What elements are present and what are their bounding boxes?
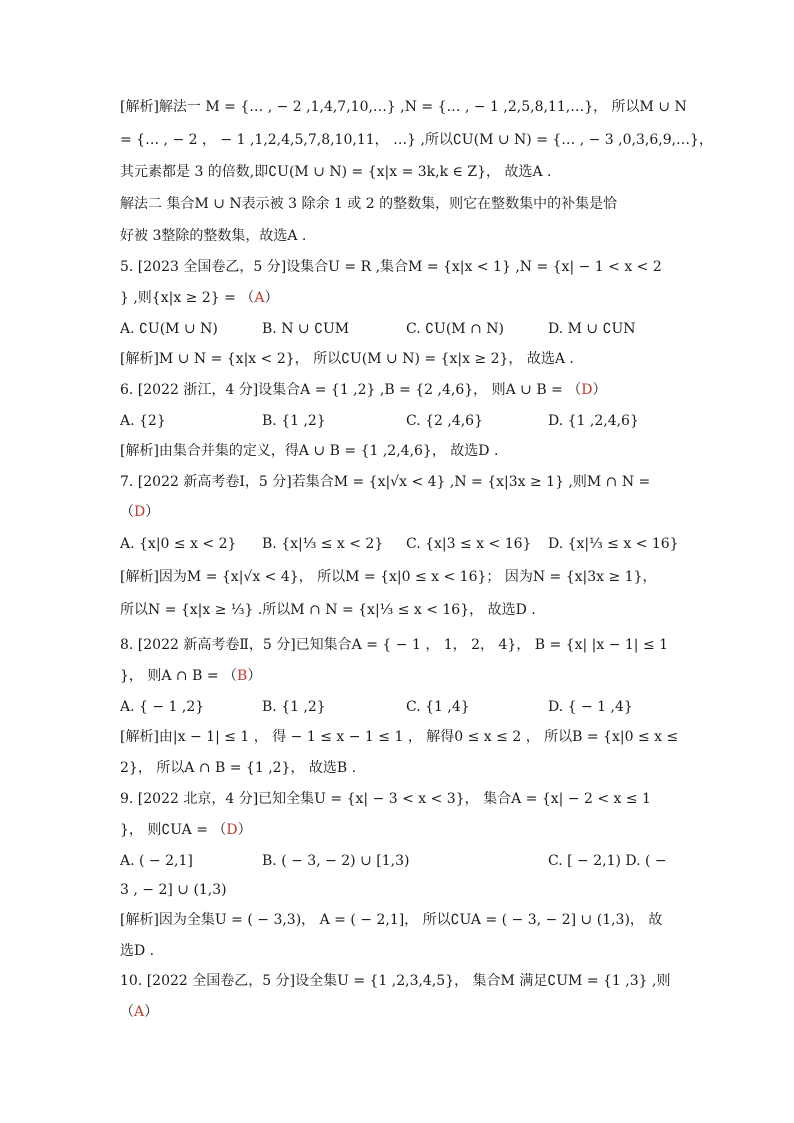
- q8-solution-line2: 2}， 所以A ∩ B = {1 ,2}， 故选B .: [120, 760, 357, 776]
- q9-stem-line1: 9. [2022 北京，4 分]已知全集U = {x| − 3 < x < 3}， 集合A = {x| − 2 < x ≤ 1: [120, 791, 651, 807]
- q6-solution: [解析]由集合并集的定义，得A ∪ B = {1 ,2,4,6}， 故选D .: [120, 443, 499, 459]
- q6-stem-suffix: ）: [592, 382, 607, 398]
- q9-option-d-cont: 3 , − 2] ∪ (1,3): [120, 882, 227, 898]
- q8-stem-line1: 8. [2022 新高考卷Ⅱ，5 分]已知集合A = { − 1 ， 1， 2， 4}， B = {x| |x − 1| ≤ 1: [120, 637, 669, 653]
- q6-option-c: C. {2 ,4,6}: [406, 413, 483, 429]
- q7-stem-suffix: ）: [145, 504, 160, 520]
- q9-stem-line2: [120, 819, 252, 841]
- q10-stem-line2: [120, 1001, 158, 1023]
- q9-solution-line2: 选D .: [120, 943, 155, 959]
- q7-stem-prefix: （: [120, 504, 134, 520]
- q7-stem-line2: [120, 501, 159, 523]
- q5-stem-line2: [120, 287, 278, 309]
- q4-solution-line1: [解析]解法一 M = {… , − 2 ,1,4,7,10,…} ,N = {… , − 1 ,2,5,8,11,…}， 所以M ∪ N: [120, 99, 687, 115]
- q5-stem-prefix: } ,则{x|x ≥ 2} = （: [120, 290, 255, 306]
- q5-option-b: B. N ∪ ∁UM: [262, 321, 350, 337]
- q4-solution-line2: = {… , − 2 ， − 1 ,1,2,4,5,7,8,10,11， …} ,所以∁U(M ∪ N) = {… , − 3 ,0,3,6,9,…}，: [120, 132, 713, 148]
- q8-option-a: A. { − 1 ,2}: [120, 699, 205, 715]
- q10-stem-prefix: （: [120, 1004, 134, 1020]
- q5-stem-suffix: ）: [264, 290, 279, 306]
- q7-solution-line1: [解析]因为M = {x|√x < 4}， 所以M = {x|0 ≤ x < 16}； 因为N = {x|3x ≥ 1}，: [120, 569, 657, 585]
- q8-stem-prefix: }， 则A ∩ B = （: [120, 668, 238, 684]
- q6-option-a: A. {2}: [120, 413, 166, 429]
- q9-option-b: B. ( − 3, − 2) ∪ [1,3): [262, 853, 410, 869]
- q6-answer: D: [581, 382, 593, 398]
- q4-solution-line3: 其元素都是 3 的倍数,即∁U(M ∪ N) = {x|x = 3k,k ∈ Z}， 故选A .: [120, 164, 552, 180]
- q10-answer: A: [134, 1004, 145, 1020]
- q5-option-d: D. M ∪ ∁UN: [548, 321, 636, 337]
- q8-answer: B: [237, 668, 248, 684]
- q7-stem-line1: 7. [2022 新高考卷Ⅰ，5 分]若集合M = {x|√x < 4} ,N = {x|3x ≥ 1} ,则M ∩ N =: [120, 474, 651, 490]
- q7-option-c: C. {x|3 ≤ x < 16}: [406, 536, 532, 552]
- q9-stem-prefix: }， 则∁UA = （: [120, 822, 227, 838]
- q6-stem: [120, 379, 607, 401]
- q8-option-b: B. {1 ,2}: [262, 699, 326, 715]
- q8-option-c: C. {1 ,4}: [406, 699, 470, 715]
- q9-option-c-d: C. [ − 2,1) D. ( −: [548, 853, 667, 869]
- q10-stem-line1: 10. [2022 全国卷乙，5 分]设全集U = {1 ,2,3,4,5}， 集合M 满足∁UM = {1 ,3} ,则: [120, 973, 671, 989]
- q10-stem-suffix: ）: [144, 1004, 159, 1020]
- q8-stem-line2: [120, 665, 261, 687]
- q6-option-b: B. {1 ,2}: [262, 413, 326, 429]
- q6-stem-prefix: 6. [2022 浙江，4 分]设集合A = {1 ,2} ,B = {2 ,4,6}， 则A ∪ B = （: [120, 382, 582, 398]
- q8-option-d: D. { − 1 ,4}: [548, 699, 633, 715]
- q5-answer: A: [254, 290, 265, 306]
- q5-solution: [解析]M ∪ N = {x|x < 2}， 所以∁U(M ∪ N) = {x|x ≥ 2}， 故选A .: [120, 351, 574, 367]
- q9-solution-line1: [解析]因为全集U = ( − 3,3)， A = ( − 2,1]， 所以∁UA = ( − 3, − 2] ∪ (1,3)， 故: [120, 912, 663, 928]
- q7-answer: D: [134, 504, 146, 520]
- q7-option-b: B. {x|⅓ ≤ x < 2}: [262, 536, 384, 552]
- q7-option-a: A. {x|0 ≤ x < 2}: [120, 536, 237, 552]
- q5-option-a: A. ∁U(M ∪ N): [120, 321, 218, 337]
- q7-solution-line2: 所以N = {x|x ≥ ⅓} .所以M ∩ N = {x|⅓ ≤ x < 16}， 故选D .: [120, 602, 536, 618]
- q7-option-d: D. {x|⅓ ≤ x < 16}: [548, 536, 679, 552]
- q9-answer: D: [226, 822, 238, 838]
- q6-option-d: D. {1 ,2,4,6}: [548, 413, 639, 429]
- q9-option-a: A. ( − 2,1]: [120, 853, 193, 869]
- q5-stem-line1: 5. [2023 全国卷乙，5 分]设集合U = R ,集合M = {x|x < 1} ,N = {x| − 1 < x < 2: [120, 259, 662, 275]
- q8-solution-line1: [解析]由|x − 1| ≤ 1 ， 得 − 1 ≤ x − 1 ≤ 1 ， 解得0 ≤ x ≤ 2 ， 所以B = {x|0 ≤ x ≤: [120, 729, 679, 745]
- q4-solution-line4: 解法二 集合M ∪ N表示被 3 除余 1 或 2 的整数集，则它在整数集中的补集是恰: [120, 196, 618, 212]
- q8-stem-suffix: ）: [247, 668, 262, 684]
- q9-stem-suffix: ）: [237, 822, 252, 838]
- q5-option-c: C. ∁U(M ∩ N): [406, 321, 504, 337]
- q4-solution-line5: 好被 3整除的整数集，故选A .: [120, 228, 307, 244]
